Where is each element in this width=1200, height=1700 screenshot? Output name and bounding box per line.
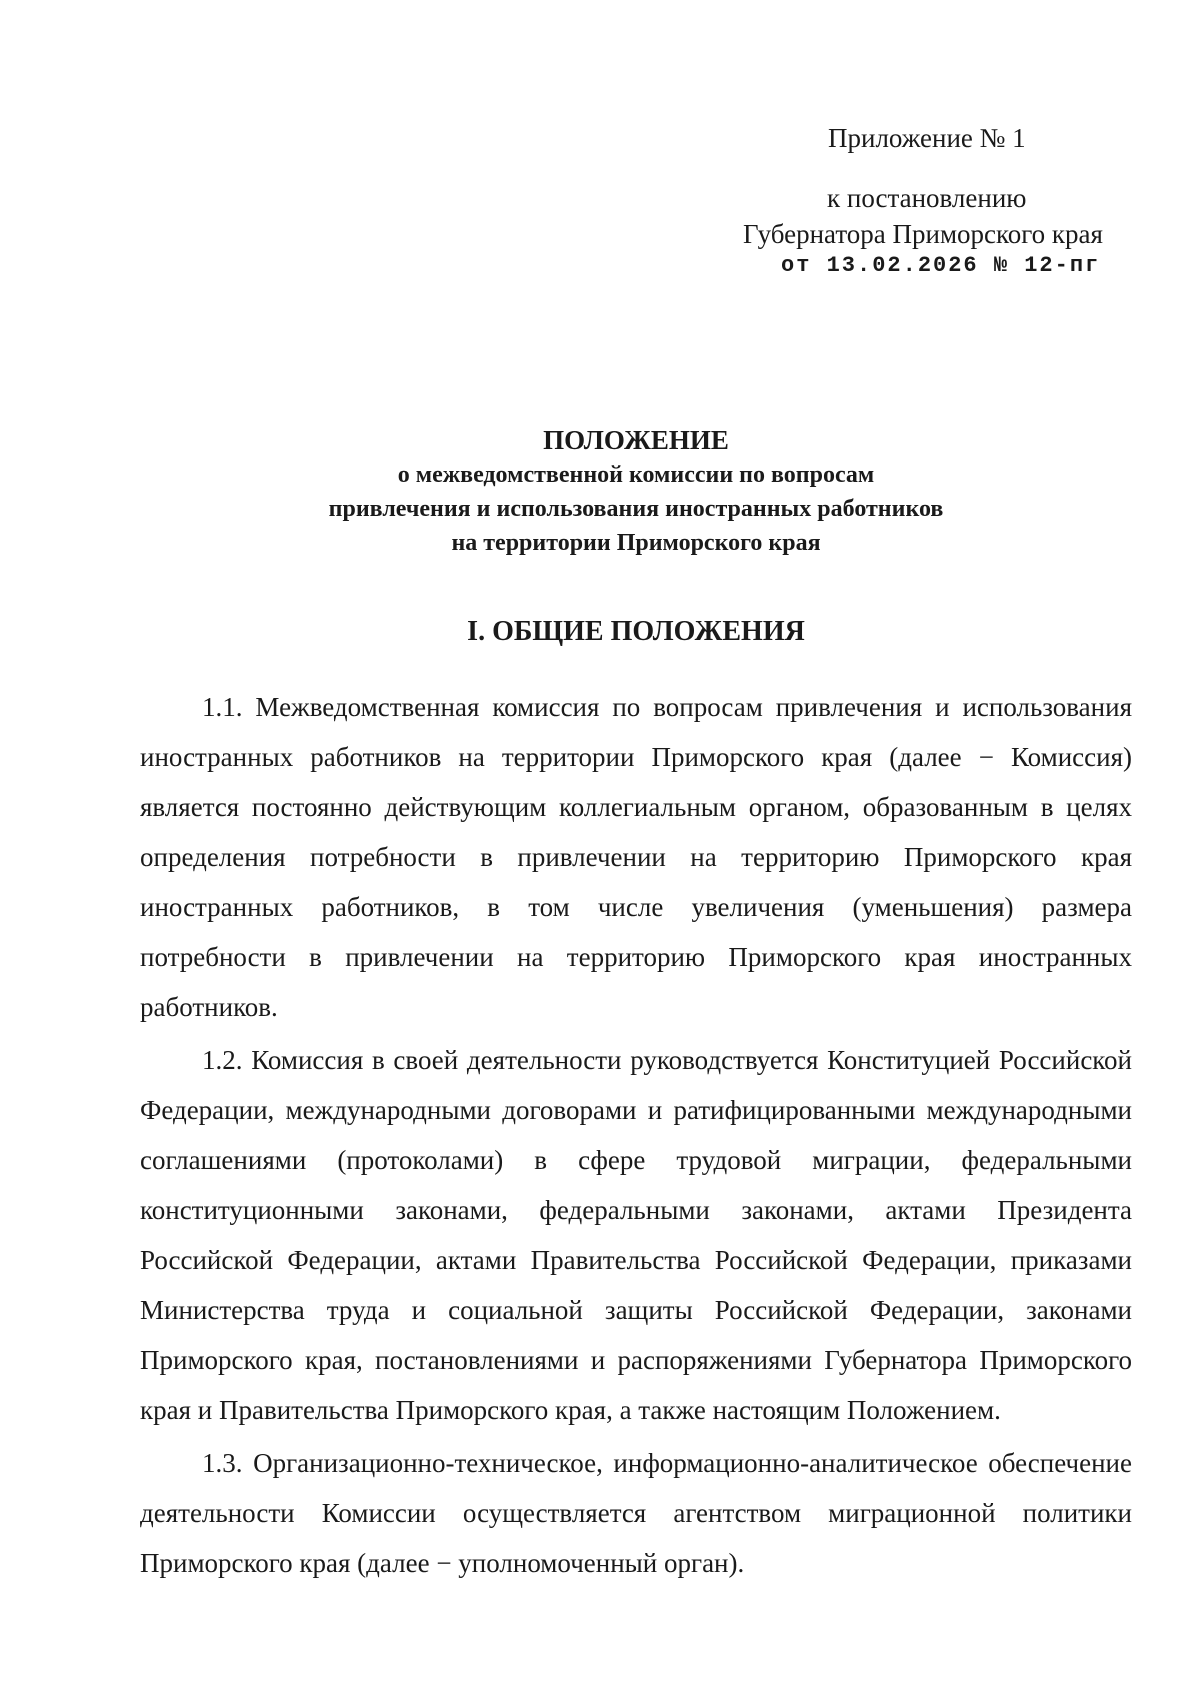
appendix-reference: к постановлению (827, 183, 1027, 213)
paragraph-1-3: 1.3. Организационно-техническое, информационно-аналитическое обеспечение деятельности Комиссии осуществляется агентством миграционной политики Приморского края (далее − уполномоченный орган). (140, 1448, 1132, 1578)
document-subtitle-line: привлечения и использования иностранных работников (328, 496, 944, 522)
appendix-title: Приложение № 1 (828, 123, 1026, 153)
section-body (140, 682, 1132, 1588)
appendix-header (735, 120, 1135, 284)
document-title: ПОЛОЖЕНИЕ (543, 425, 729, 455)
paragraph-1-2: 1.2. Комиссия в своей деятельности руководствуется Конституцией Российской Федерации, международными договорами и ратифицированными международными соглашениями (протоколами) в сфере трудовой миграции, федеральными конституционными законами, федеральными законами, актами Президента Российской Федерации, актами Правительства Российской Федерации, приказами Министерства труда и социальной защиты Российской Федерации, законами Приморского края, постановлениями и распоряжениями Губернатора Приморского края и Правительства Приморского края, а также настоящим Положением. (140, 1045, 1132, 1425)
document-subtitle-line: на территории Приморского края (451, 530, 821, 556)
document-title-block (140, 422, 1132, 560)
section-heading: I. ОБЩИЕ ПОЛОЖЕНИЯ (467, 616, 805, 647)
document-subtitle-line: о межведомственной комиссии по вопросам (397, 462, 875, 488)
paragraph-1-1: 1.1. Межведомственная комиссия по вопросам привлечения и использования иностранных работников на территории Приморского края (далее − Комиссия) является постоянно действующим коллегиальным органом, образованным в целях определения потребности в привлечении на территорию Приморского края иностранных работников, в том числе увеличения (уменьшения) размера потребности в привлечении на территорию Приморского края иностранных работников. (140, 692, 1132, 1022)
appendix-issuer: Губернатора Приморского края (743, 219, 1103, 249)
appendix-date-number: от 13.02.2026 № 12-пг (781, 253, 1101, 278)
